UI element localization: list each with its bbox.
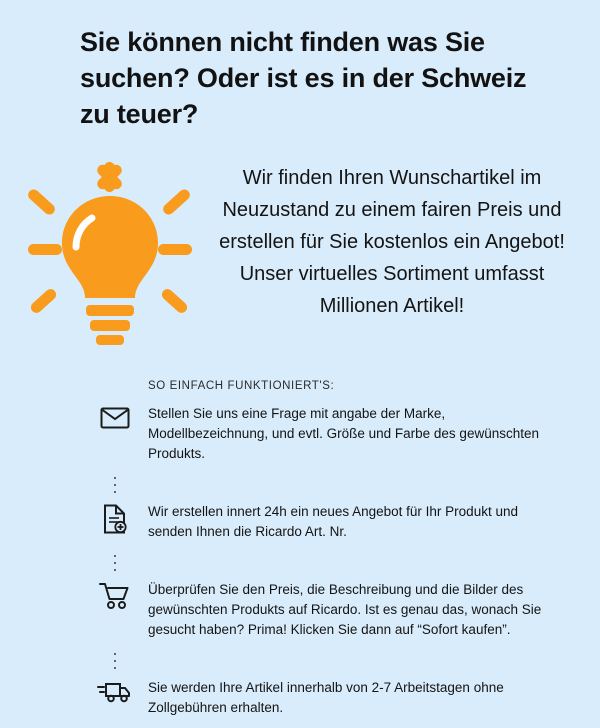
- envelope-icon: [82, 402, 148, 430]
- lightbulb-icon: [18, 160, 198, 350]
- steps-list: [82, 402, 552, 728]
- list-item: [82, 500, 552, 542]
- step-connector: [82, 552, 552, 578]
- list-item: [82, 402, 552, 464]
- list-item: [82, 578, 552, 640]
- shopping-cart-icon: [82, 578, 148, 610]
- page-title: Sie können nicht finden was Sie suchen? Oder ist es in der Schweiz zu teuer?: [80, 27, 527, 129]
- hero-section: [0, 152, 600, 367]
- step-connector: [82, 474, 552, 500]
- list-item: [82, 676, 552, 718]
- hero-intro-text: Wir finden Ihren Wunschartikel im Neuzustand zu einem fairen Preis und erstellen für Sie kostenlos ein Angebot! Unser virtuelles Sortiment umfasst Millionen Artikel!: [219, 167, 565, 317]
- list-item-text: Wir erstellen innert 24h ein neues Angebot für Ihr Produkt und senden Ihnen die Ricardo Art. Nr.: [148, 504, 518, 539]
- step-connector: [82, 650, 552, 676]
- document-add-icon: [82, 500, 148, 534]
- list-item-text: Sie werden Ihre Artikel innerhalb von 2-7 Arbeitstagen ohne Zollgebühren erhalten.: [148, 680, 504, 715]
- list-item-text: Überprüfen Sie den Preis, die Beschreibung und die Bilder des gewünschten Produkts auf Ricardo. Ist es genau das, wonach Sie gesucht haben? Prima! Klicken Sie dann auf “Sofort kaufen”.: [148, 582, 542, 637]
- list-item-text: Stellen Sie uns eine Frage mit angabe der Marke, Modellbezeichnung, und evtl. Größe und Farbe des gewünschten Produkts.: [148, 406, 539, 461]
- steps-heading: SO EINFACH FUNKTIONIERT'S:: [148, 380, 335, 392]
